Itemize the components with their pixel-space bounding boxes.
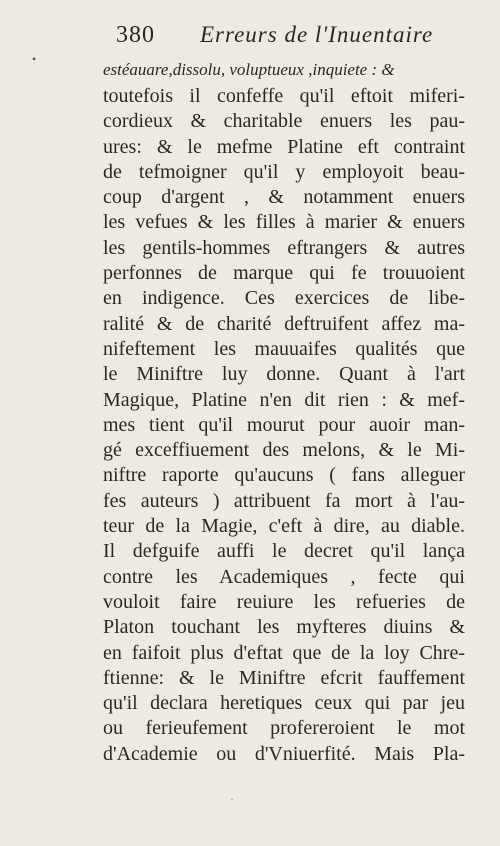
text-line: teur de la Magie, c'eft à dire, au diable. bbox=[103, 515, 465, 538]
foot-mark: · bbox=[230, 792, 234, 806]
running-title: Erreurs de l'Inuentaire bbox=[200, 22, 434, 47]
text-line: ftienne: & le Miniftre efcrit fauffement bbox=[103, 666, 465, 689]
page-header bbox=[100, 20, 440, 50]
text-line: ures: & le mefme Platine eft contraint bbox=[103, 135, 465, 158]
margin-mark: • bbox=[32, 52, 37, 66]
text-line: les gentils-hommes eftrangers & autres bbox=[103, 236, 465, 259]
text-line: ou ferieufement profereroient le mot bbox=[103, 717, 465, 740]
text-line: en faifoit plus d'eftat que de la loy Chre- bbox=[103, 641, 465, 664]
text-line: en indigence. Ces exercices de libe- bbox=[103, 287, 465, 310]
text-line: coup d'argent , & notamment enuers bbox=[103, 186, 465, 209]
page-number: 380 bbox=[116, 22, 155, 48]
text-line: les vefues & les filles à marier & enuers bbox=[103, 211, 465, 234]
text-line: d'Academie ou d'Vniuerfité. Mais Pla- bbox=[103, 742, 465, 765]
text-line: cordieux & charitable enuers les pau- bbox=[103, 110, 465, 133]
text-line: mes tient qu'il mourut pour auoir man- bbox=[103, 413, 465, 436]
text-line: ralité & de charité deftruifent affez ma- bbox=[103, 312, 465, 335]
body-text bbox=[103, 84, 465, 767]
text-line: toutefois il confeffe qu'il eftoit miferi- bbox=[103, 85, 465, 107]
text-line: le Miniftre luy donne. Quant à l'art bbox=[103, 363, 465, 386]
text-line: Platon touchant les myfteres diuins & bbox=[103, 616, 465, 639]
text-line: fes auteurs ) attribuent fa mort à l'au- bbox=[103, 489, 465, 512]
text-line: nifeftement les mauuaifes qualités que bbox=[103, 337, 465, 360]
text-line: qu'il declara heretiques ceux qui par jeu bbox=[103, 692, 465, 715]
text-line: Magique, Platine n'en dit rien : & mef- bbox=[103, 388, 465, 411]
text-line: vouloit faire reuiure les refueries de bbox=[103, 590, 465, 613]
text-line: niftre raporte qu'aucuns ( fans alleguer bbox=[103, 464, 465, 487]
text-line: perfonnes de marque qui fe trouuoient bbox=[103, 262, 465, 285]
text-line: de tefmoigner qu'il y employoit beau- bbox=[103, 160, 465, 183]
first-line-italic: estéauare,dissolu, voluptueux ,inquiete : & bbox=[103, 60, 395, 79]
text-line: gé exceffiuement des melons, & le Mi- bbox=[103, 439, 465, 462]
text-line: Il defguife auffi le decret qu'il lança bbox=[103, 540, 465, 563]
text-line: contre les Academiques , fecte qui bbox=[103, 565, 465, 588]
